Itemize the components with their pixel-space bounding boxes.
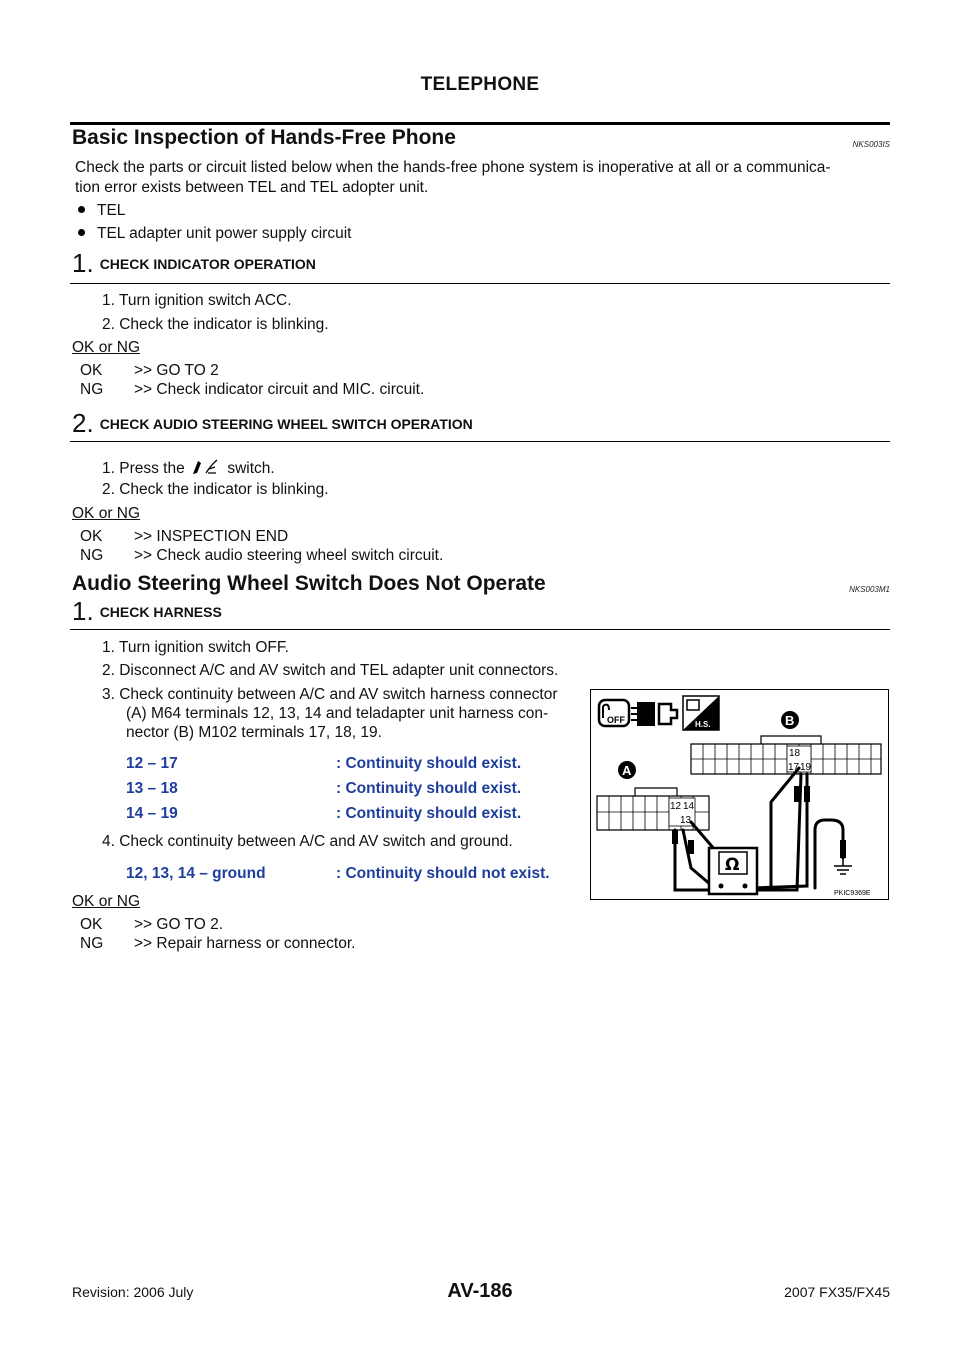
pin-label: 18 — [789, 748, 801, 759]
result-key: OK — [80, 362, 103, 379]
step-line: 2. Check the indicator is blinking. — [102, 481, 329, 498]
step-number: 1. — [72, 596, 94, 626]
check-pair: 12 – 17 — [126, 755, 178, 772]
harness-side-icon — [683, 696, 719, 730]
step-rule — [70, 629, 890, 630]
ground-pair: 12, 13, 14 – ground — [126, 865, 266, 882]
step-title: CHECK AUDIO STEERING WHEEL SWITCH OPERATION — [99, 416, 473, 432]
check-result: : Continuity should exist. — [336, 780, 522, 797]
intro-line-2: tion error exists between TEL and TEL adopter unit. — [75, 179, 429, 196]
footer-model: 2007 FX35/FX45 — [784, 1284, 890, 1300]
figure-code: PKIC9369E — [834, 890, 871, 897]
check-pair: 13 – 18 — [126, 780, 178, 797]
section-title-hands-free: Basic Inspection of Hands-Free Phone — [72, 126, 456, 149]
footer-revision: Revision: 2006 July — [72, 1284, 194, 1300]
ok-or-ng-label: OK or NG — [72, 505, 141, 522]
bullet-dot-icon — [78, 206, 85, 213]
step-heading — [72, 596, 222, 627]
step-title: CHECK HARNESS — [99, 604, 222, 620]
bullet-item — [78, 225, 351, 243]
ignition-off-icon — [599, 700, 629, 726]
harness-figure — [590, 689, 889, 900]
ok-or-ng-label: OK or NG — [72, 893, 141, 910]
result-value: >> INSPECTION END — [134, 528, 289, 545]
header-rule — [70, 122, 890, 125]
check-result: : Continuity should exist. — [336, 805, 522, 822]
section-code: NKS003IS — [852, 140, 890, 149]
result-key: NG — [80, 935, 104, 952]
result-ng — [80, 547, 443, 565]
step-line-text: 1. Press the — [102, 460, 185, 477]
result-key: NG — [80, 381, 104, 398]
result-key: NG — [80, 547, 104, 564]
result-ng — [80, 935, 355, 953]
result-value: >> GO TO 2 — [134, 362, 219, 379]
step-heading — [72, 248, 316, 279]
section-title-steering-switch: Audio Steering Wheel Switch Does Not Operate — [72, 572, 546, 595]
bullet-text: TEL adapter unit power supply circuit — [97, 225, 352, 242]
step-line: 1. Turn ignition switch OFF. — [102, 639, 289, 656]
bullet-item — [78, 202, 125, 220]
ohm-symbol: Ω — [725, 855, 740, 875]
step-heading — [72, 408, 473, 439]
check-result: : Continuity should exist. — [336, 755, 522, 772]
result-ok — [80, 362, 219, 380]
section-code: NKS003M1 — [849, 585, 890, 594]
phone-switch-icon — [189, 457, 223, 477]
step-line: 4. Check continuity between A/C and AV switch and ground. — [102, 833, 513, 850]
label-a: A — [622, 763, 632, 778]
result-value: >> Check indicator circuit and MIC. circuit. — [134, 381, 425, 398]
result-value: >> Check audio steering wheel switch circuit. — [134, 547, 444, 564]
step-line: 3. Check continuity between A/C and AV switch harness connector — [102, 686, 558, 703]
step-line-text: switch. — [227, 460, 275, 477]
step-rule — [70, 441, 890, 442]
result-ng — [80, 381, 424, 399]
hs-label: H.S. — [695, 720, 711, 729]
pin-label: 19 — [800, 762, 812, 773]
result-value: >> GO TO 2. — [134, 916, 224, 933]
bullet-text: TEL — [97, 202, 126, 219]
step-rule — [70, 283, 890, 284]
pin-label: 17 — [788, 762, 800, 773]
step-line: 2. Disconnect A/C and AV switch and TEL adapter unit connectors. — [102, 662, 559, 679]
intro-line-1: Check the parts or circuit listed below when the hands-free phone system is inoperative at all or a communica- — [75, 159, 831, 176]
ohmmeter-icon — [709, 848, 757, 894]
result-ok — [80, 528, 288, 546]
ground-icon — [834, 858, 852, 874]
connector-disconnect-icon — [631, 702, 677, 726]
result-ok — [80, 916, 223, 934]
label-b: B — [785, 713, 795, 728]
pin-label: 13 — [680, 815, 692, 826]
result-key: OK — [80, 916, 103, 933]
harness-diagram — [591, 690, 888, 899]
pin-label: 12 — [670, 801, 682, 812]
step-number: 2. — [72, 408, 94, 438]
result-value: >> Repair harness or connector. — [134, 935, 356, 952]
step-line: (A) M64 terminals 12, 13, 14 and teladapter unit harness con- — [126, 705, 549, 722]
bullet-dot-icon — [78, 229, 85, 236]
step-line — [102, 457, 275, 478]
ground-result: : Continuity should not exist. — [336, 865, 550, 882]
pin-label: 14 — [683, 801, 695, 812]
page-number: AV-186 — [447, 1280, 513, 1302]
ok-or-ng-label: OK or NG — [72, 339, 141, 356]
result-key: OK — [80, 528, 103, 545]
check-pair: 14 – 19 — [126, 805, 178, 822]
step-number: 1. — [72, 248, 94, 278]
step-line: nector (B) M102 terminals 17, 18, 19. — [126, 724, 382, 741]
step-line: 1. Turn ignition switch ACC. — [102, 292, 292, 309]
step-title: CHECK INDICATOR OPERATION — [99, 256, 316, 272]
connector-b — [691, 736, 881, 774]
step-line: 2. Check the indicator is blinking. — [102, 316, 329, 333]
page-header-title: TELEPHONE — [420, 74, 540, 95]
off-label: OFF — [607, 715, 625, 725]
